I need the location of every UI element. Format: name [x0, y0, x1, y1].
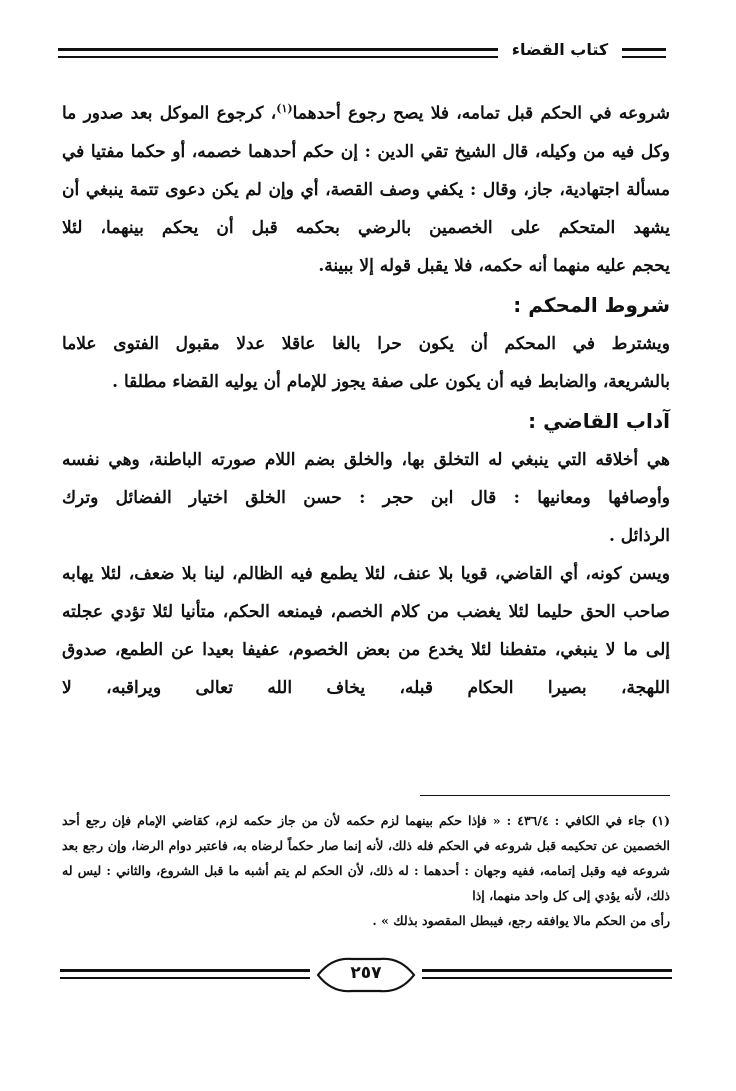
paragraph-3-last-line: الرذائل . [608, 525, 670, 546]
page-body [62, 90, 670, 707]
paragraph-2-text: ويشترط في المحكم أن يكون حرا بالغا عاقلا عدلا مقبول الفتوى علاما [62, 333, 670, 354]
paragraph-1-last-line: يحجم عليه منهما أنه حكمه، فلا يقبل قوله إلا ببينة. [318, 255, 670, 276]
page-footer [60, 955, 672, 1005]
paragraph-3-text: هي أخلاقه التي ينبغي له التخلق بها، والخلق بضم اللام صورته الباطنة، وهي نفسه وأوصافها ومعانيها : قال ابن حجر : حسن الخلق اختيار الفضائل وترك [62, 449, 670, 508]
paragraph-4 [62, 555, 670, 707]
section-heading-arbitrator-conditions: شروط المحكم : [513, 292, 670, 317]
paragraph-1-text-rest: ، كرجوع الموكل بعد صدور ما وكل فيه من وكيله، قال الشيخ تقي الدين : إن حكم أحدهما خصمه، أو حكما مفتيا في مسألة اجتهادية، جاز، وقال : يكفي وصف القصة، أي وإن لم يكن دعوى تتمة ينبغي أن يشهد المتحكم على الخصمين بالرضي بحكمه قبل أن يحكم بينهما، لئلا [62, 103, 670, 238]
footnote-ref: (١) [276, 102, 293, 115]
footnote-1-text: (١) جاء في الكافي : ٤٣٦/٤ : « فإذا حكم بينهما لزم حكمه لأن من جاز حكمه لزم، كقاضي الإمام فإن رجع أحد الخصمين عن تحكيمه قبل شروعه في الحكم فله ذلك، لأنه إنما صار حكماً لرضاه به، فاعتبر دوام الرضا، وإن رجع بعد شروعه فيه وقبل إتمامه، ففيه وجهان : أحدهما : له ذلك، لأن الحكم لم يتم أشبه ما قبل الشروع، والثاني : ليس له ذلك، لأنه يؤدي إلى كل واحد منهما، إذا [62, 813, 671, 903]
header-rule [58, 48, 498, 58]
running-header [58, 40, 666, 68]
running-title: كتاب القضاء [511, 40, 609, 59]
footnote-1-last-line: رأى من الحكم مالا يوافقه رجع، فيبطل المقصود بذلك » . [372, 913, 670, 928]
footnotes [62, 808, 670, 933]
paragraph-2-last-line: بالشريعة، والضابط فيه أن يكون على صفة يجوز للإمام أن يوليه القضاء مطلقا . [112, 371, 670, 392]
paragraph-3 [62, 441, 670, 555]
header-rule-short [622, 48, 666, 58]
paragraph-1-text: شروعه في الحكم قبل تمامه، فلا يصح رجوع أحدهما [292, 103, 670, 124]
footnote-separator [420, 795, 670, 796]
page-number: ٢٥٧ [350, 963, 382, 983]
footnote-1 [62, 808, 670, 933]
paragraph-4-text: ويسن كونه، أي القاضي، قويا بلا عنف، لئلا يطمع فيه الظالم، لينا بلا ضعف، لئلا يهابه صاحب الحق حليما لئلا يغضب من كلام الخصم، فيمنعه الحكم، متأنيا لئلا تؤدي عجلته إلى ما لا ينبغي، متفطنا لئلا يخدع من بعض الخصوم، عفيفا بعيدا عن الطمع، صدوق اللهجة، بصيرا الحكام قبله، يخاف الله تعالى ويراقبه، لا [62, 563, 670, 698]
page-number-frame [312, 955, 420, 993]
footer-rule-left [60, 969, 310, 979]
footer-rule-right [422, 969, 672, 979]
paragraph-2 [62, 325, 670, 401]
section-heading-judge-manners: آداب القاضي : [528, 408, 670, 433]
paragraph-1 [62, 90, 670, 285]
